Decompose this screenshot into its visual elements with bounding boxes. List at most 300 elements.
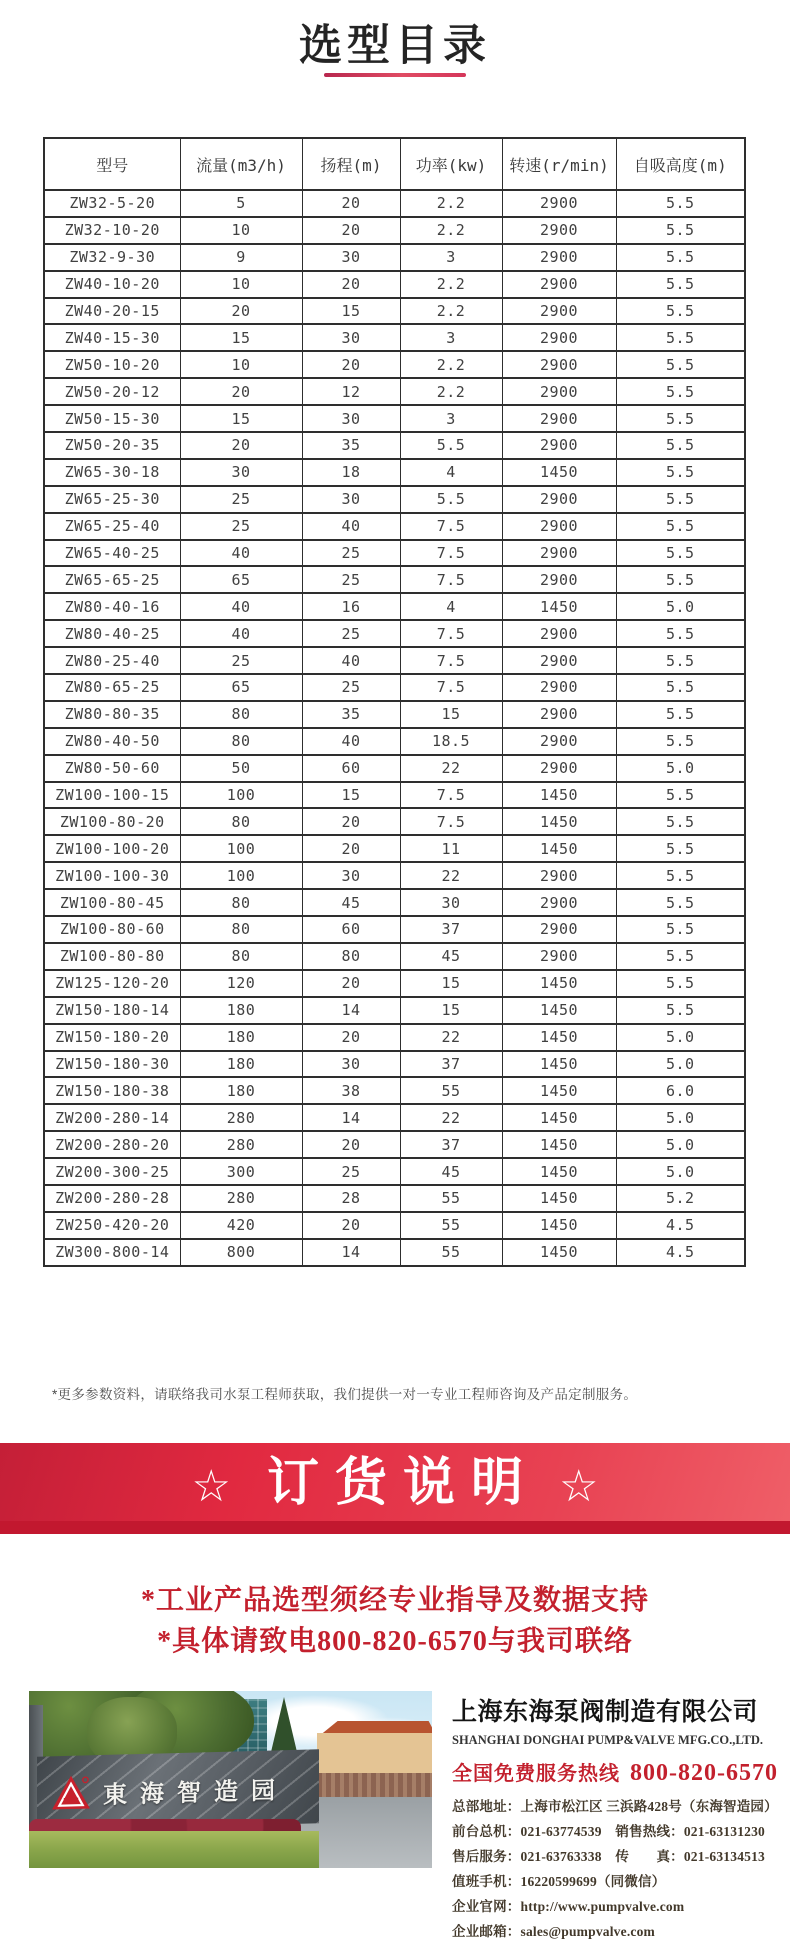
lawn-shape xyxy=(29,1831,319,1868)
table-cell: 20 xyxy=(302,1131,400,1158)
company-info xyxy=(452,1692,778,1944)
table-cell: 25 xyxy=(302,540,400,567)
table-cell: 280 xyxy=(180,1131,302,1158)
table-cell: 30 xyxy=(302,244,400,271)
sign-text: 東海智造园 xyxy=(103,1776,288,1809)
table-cell: 280 xyxy=(180,1185,302,1212)
table-cell: 2900 xyxy=(502,405,616,432)
table-cell: 50 xyxy=(180,755,302,782)
table-cell: 35 xyxy=(302,701,400,728)
table-cell: 2900 xyxy=(502,217,616,244)
table-cell: 2900 xyxy=(502,728,616,755)
table-row xyxy=(44,997,745,1024)
table-cell: 5.5 xyxy=(616,808,745,835)
column-header: 转速(r/min) xyxy=(502,138,616,190)
company-name: 上海东海泵阀制造有限公司 xyxy=(452,1698,759,1726)
table-cell: 2900 xyxy=(502,351,616,378)
table-cell: 2900 xyxy=(502,755,616,782)
table-cell: 15 xyxy=(400,997,502,1024)
spec-table-header-row xyxy=(44,138,745,190)
table-cell: 10 xyxy=(180,217,302,244)
table-cell: ZW100-100-15 xyxy=(44,782,180,809)
table-row xyxy=(44,593,745,620)
table-cell: 2900 xyxy=(502,190,616,217)
table-cell: 55 xyxy=(400,1239,502,1266)
table-cell: 20 xyxy=(302,217,400,244)
table-cell: 2900 xyxy=(502,943,616,970)
table-cell: 55 xyxy=(400,1212,502,1239)
table-cell: 55 xyxy=(400,1185,502,1212)
table-row xyxy=(44,1077,745,1104)
table-cell: 15 xyxy=(400,701,502,728)
table-cell: 1450 xyxy=(502,1158,616,1185)
company-details xyxy=(452,1794,778,1944)
page-title: 选型目录 xyxy=(299,22,491,70)
table-cell: 1450 xyxy=(502,1239,616,1266)
table-cell: 100 xyxy=(180,835,302,862)
factory-building-shape xyxy=(317,1733,432,1773)
table-cell: 80 xyxy=(180,916,302,943)
table-cell: 5.5 xyxy=(616,271,745,298)
table-cell: ZW100-100-20 xyxy=(44,835,180,862)
table-cell: ZW40-20-15 xyxy=(44,298,180,325)
table-cell: ZW200-280-14 xyxy=(44,1104,180,1131)
table-cell: 22 xyxy=(400,1024,502,1051)
table-row xyxy=(44,755,745,782)
table-cell: 30 xyxy=(302,1051,400,1078)
table-cell: ZW200-300-25 xyxy=(44,1158,180,1185)
table-cell: 37 xyxy=(400,1051,502,1078)
table-cell: 30 xyxy=(302,405,400,432)
table-cell: 5.5 xyxy=(400,486,502,513)
table-cell: 30 xyxy=(180,459,302,486)
table-cell: 1450 xyxy=(502,459,616,486)
table-cell: ZW32-9-30 xyxy=(44,244,180,271)
table-cell: 20 xyxy=(180,298,302,325)
order-banner-title: 订货说明 xyxy=(266,1453,539,1512)
table-cell: 80 xyxy=(180,728,302,755)
table-cell: 20 xyxy=(302,970,400,997)
table-cell: 1450 xyxy=(502,997,616,1024)
table-cell: ZW80-25-40 xyxy=(44,647,180,674)
table-cell: 5.5 xyxy=(400,432,502,459)
table-row xyxy=(44,1104,745,1131)
company-detail-line: 企业邮箱：sales@pumpvalve.com xyxy=(452,1924,655,1939)
table-cell: 5.5 xyxy=(616,378,745,405)
table-cell: 2900 xyxy=(502,244,616,271)
table-cell: 5.5 xyxy=(616,782,745,809)
table-cell: 1450 xyxy=(502,1024,616,1051)
table-cell: 80 xyxy=(180,943,302,970)
table-cell: 5.5 xyxy=(616,405,745,432)
table-cell: 2900 xyxy=(502,432,616,459)
table-cell: ZW200-280-20 xyxy=(44,1131,180,1158)
table-cell: 38 xyxy=(302,1077,400,1104)
table-cell: 5 xyxy=(180,190,302,217)
table-cell: 800 xyxy=(180,1239,302,1266)
table-cell: 2900 xyxy=(502,540,616,567)
table-cell: 45 xyxy=(400,1158,502,1185)
table-cell: ZW32-10-20 xyxy=(44,217,180,244)
table-cell: ZW80-50-60 xyxy=(44,755,180,782)
table-cell: 1450 xyxy=(502,1051,616,1078)
table-cell: 5.5 xyxy=(616,620,745,647)
order-note-1: *工业产品选型须经专业指导及数据支持 xyxy=(140,1585,649,1616)
table-cell: 5.5 xyxy=(616,943,745,970)
table-cell: 15 xyxy=(180,405,302,432)
table-cell: 20 xyxy=(180,432,302,459)
table-cell: 3 xyxy=(400,405,502,432)
table-row xyxy=(44,1212,745,1239)
table-row xyxy=(44,1185,745,1212)
table-cell: 5.5 xyxy=(616,540,745,567)
table-cell: 5.5 xyxy=(616,513,745,540)
table-cell: ZW300-800-14 xyxy=(44,1239,180,1266)
star-icon: ☆ xyxy=(559,1461,599,1511)
table-cell: ZW50-20-35 xyxy=(44,432,180,459)
table-cell: 4.5 xyxy=(616,1212,745,1239)
table-cell: 9 xyxy=(180,244,302,271)
table-row xyxy=(44,701,745,728)
table-cell: ZW125-120-20 xyxy=(44,970,180,997)
table-cell: 2900 xyxy=(502,486,616,513)
table-cell: 20 xyxy=(302,351,400,378)
donghai-logo-icon xyxy=(51,1774,91,1811)
table-cell: 60 xyxy=(302,755,400,782)
table-cell: 180 xyxy=(180,1051,302,1078)
table-cell: 14 xyxy=(302,997,400,1024)
table-cell: 1450 xyxy=(502,835,616,862)
table-cell: 420 xyxy=(180,1212,302,1239)
table-cell: 2900 xyxy=(502,271,616,298)
table-cell: ZW200-280-28 xyxy=(44,1185,180,1212)
table-cell: 2900 xyxy=(502,298,616,325)
table-row xyxy=(44,486,745,513)
table-cell: 2900 xyxy=(502,324,616,351)
table-cell: 10 xyxy=(180,351,302,378)
table-cell: 16 xyxy=(302,593,400,620)
table-cell: 18.5 xyxy=(400,728,502,755)
table-cell: 40 xyxy=(302,513,400,540)
table-cell: 5.5 xyxy=(616,997,745,1024)
table-cell: 30 xyxy=(302,324,400,351)
table-cell: 2900 xyxy=(502,378,616,405)
company-detail-line: 值班手机：16220599699（同微信） xyxy=(452,1874,666,1889)
table-cell: 1450 xyxy=(502,593,616,620)
table-cell: 30 xyxy=(302,486,400,513)
table-row xyxy=(44,540,745,567)
table-cell: 30 xyxy=(400,889,502,916)
table-row xyxy=(44,1024,745,1051)
table-row xyxy=(44,324,745,351)
title-underline xyxy=(324,73,466,77)
company-detail-line: 前台总机：021-63774539 销售热线：021-63131230 xyxy=(452,1824,765,1839)
table-cell: 5.5 xyxy=(616,432,745,459)
column-header: 扬程(m) xyxy=(302,138,400,190)
table-cell: 45 xyxy=(400,943,502,970)
table-cell: 5.0 xyxy=(616,1024,745,1051)
table-cell: ZW40-10-20 xyxy=(44,271,180,298)
table-row xyxy=(44,459,745,486)
table-cell: 40 xyxy=(302,647,400,674)
table-cell: 1450 xyxy=(502,1077,616,1104)
table-row xyxy=(44,782,745,809)
column-header: 型号 xyxy=(44,138,180,190)
table-row xyxy=(44,1131,745,1158)
table-cell: 5.5 xyxy=(616,889,745,916)
table-cell: 5.5 xyxy=(616,674,745,701)
table-row xyxy=(44,808,745,835)
table-cell: 37 xyxy=(400,1131,502,1158)
hotline xyxy=(452,1757,778,1787)
table-cell: 80 xyxy=(180,808,302,835)
table-cell: ZW250-420-20 xyxy=(44,1212,180,1239)
table-cell: 30 xyxy=(302,862,400,889)
table-cell: 5.5 xyxy=(616,244,745,271)
table-cell: 1450 xyxy=(502,808,616,835)
table-cell: 5.5 xyxy=(616,916,745,943)
table-cell: 35 xyxy=(302,432,400,459)
table-cell: 2900 xyxy=(502,620,616,647)
table-cell: ZW50-15-30 xyxy=(44,405,180,432)
table-cell: 40 xyxy=(180,620,302,647)
table-cell: 5.5 xyxy=(616,835,745,862)
table-cell: 2900 xyxy=(502,674,616,701)
table-row xyxy=(44,728,745,755)
table-cell: 22 xyxy=(400,755,502,782)
hotline-number: 800-820-6570 xyxy=(630,1760,778,1786)
table-cell: 300 xyxy=(180,1158,302,1185)
table-cell: ZW100-80-80 xyxy=(44,943,180,970)
table-cell: 100 xyxy=(180,862,302,889)
table-cell: 80 xyxy=(302,943,400,970)
table-cell: 22 xyxy=(400,862,502,889)
table-cell: 5.0 xyxy=(616,1104,745,1131)
table-cell: 40 xyxy=(180,593,302,620)
table-cell: ZW50-10-20 xyxy=(44,351,180,378)
table-cell: ZW50-20-12 xyxy=(44,378,180,405)
table-cell: 5.0 xyxy=(616,755,745,782)
table-cell: 18 xyxy=(302,459,400,486)
table-row xyxy=(44,298,745,325)
table-cell: ZW150-180-14 xyxy=(44,997,180,1024)
table-cell: 1450 xyxy=(502,970,616,997)
table-cell: ZW100-80-20 xyxy=(44,808,180,835)
table-cell: 20 xyxy=(302,271,400,298)
table-cell: 2.2 xyxy=(400,217,502,244)
table-cell: 7.5 xyxy=(400,808,502,835)
table-row xyxy=(44,943,745,970)
table-cell: 5.5 xyxy=(616,298,745,325)
table-cell: ZW80-80-35 xyxy=(44,701,180,728)
table-cell: 40 xyxy=(302,728,400,755)
table-cell: ZW150-180-20 xyxy=(44,1024,180,1051)
table-cell: 5.5 xyxy=(616,324,745,351)
spec-table-body xyxy=(44,190,745,1266)
company-detail-line: 总部地址：上海市松江区 三浜路428号（东海智造园） xyxy=(452,1799,778,1814)
table-cell: 20 xyxy=(302,1212,400,1239)
table-cell: 37 xyxy=(400,916,502,943)
table-cell: 1450 xyxy=(502,1212,616,1239)
table-cell: 14 xyxy=(302,1104,400,1131)
table-row xyxy=(44,1051,745,1078)
table-cell: ZW80-40-50 xyxy=(44,728,180,755)
factory-photo xyxy=(29,1691,432,1868)
table-cell: 2900 xyxy=(502,566,616,593)
table-cell: 11 xyxy=(400,835,502,862)
spec-table-container xyxy=(43,137,746,1267)
table-cell: 22 xyxy=(400,1104,502,1131)
star-icon: ☆ xyxy=(191,1461,231,1511)
table-cell: 120 xyxy=(180,970,302,997)
table-cell: 28 xyxy=(302,1185,400,1212)
table-cell: 5.2 xyxy=(616,1185,745,1212)
table-cell: 5.0 xyxy=(616,1158,745,1185)
table-cell: ZW80-40-16 xyxy=(44,593,180,620)
table-cell: 65 xyxy=(180,674,302,701)
table-cell: ZW100-80-60 xyxy=(44,916,180,943)
table-row xyxy=(44,1158,745,1185)
table-cell: 2900 xyxy=(502,701,616,728)
table-cell: ZW65-25-30 xyxy=(44,486,180,513)
table-cell: 5.5 xyxy=(616,970,745,997)
table-cell: 20 xyxy=(302,1024,400,1051)
table-cell: ZW80-40-25 xyxy=(44,620,180,647)
table-cell: 180 xyxy=(180,997,302,1024)
column-header: 自吸高度(m) xyxy=(616,138,745,190)
column-header: 流量(m3/h) xyxy=(180,138,302,190)
table-cell: 5.5 xyxy=(616,647,745,674)
table-cell: 5.5 xyxy=(616,862,745,889)
table-cell: 1450 xyxy=(502,1185,616,1212)
table-cell: ZW65-65-25 xyxy=(44,566,180,593)
table-row xyxy=(44,889,745,916)
table-cell: 15 xyxy=(302,298,400,325)
table-cell: 14 xyxy=(302,1239,400,1266)
table-cell: 25 xyxy=(302,566,400,593)
table-cell: ZW100-80-45 xyxy=(44,889,180,916)
table-row xyxy=(44,244,745,271)
table-cell: 7.5 xyxy=(400,647,502,674)
table-row xyxy=(44,835,745,862)
table-cell: 6.0 xyxy=(616,1077,745,1104)
table-cell: 7.5 xyxy=(400,620,502,647)
table-cell: 5.5 xyxy=(616,190,745,217)
table-cell: 1450 xyxy=(502,1104,616,1131)
table-cell: 2900 xyxy=(502,513,616,540)
table-cell: 25 xyxy=(302,674,400,701)
table-cell: 1450 xyxy=(502,782,616,809)
table-cell: 55 xyxy=(400,1077,502,1104)
table-row xyxy=(44,271,745,298)
table-cell: 60 xyxy=(302,916,400,943)
table-row xyxy=(44,916,745,943)
table-cell: 40 xyxy=(180,540,302,567)
company-detail-line: 售后服务：021-63763338 传 真：021-63134513 xyxy=(452,1849,765,1864)
table-cell: ZW40-15-30 xyxy=(44,324,180,351)
table-cell: 5.5 xyxy=(616,486,745,513)
table-cell: 7.5 xyxy=(400,674,502,701)
table-cell: 25 xyxy=(180,513,302,540)
table-cell: 5.0 xyxy=(616,593,745,620)
column-header: 功率(kw) xyxy=(400,138,502,190)
table-cell: 5.5 xyxy=(616,566,745,593)
table-row xyxy=(44,970,745,997)
order-note-2: *具体请致电800-820-6570与我司联络 xyxy=(157,1626,633,1657)
table-cell: 25 xyxy=(302,1158,400,1185)
table-cell: 4 xyxy=(400,593,502,620)
table-row xyxy=(44,351,745,378)
table-cell: ZW32-5-20 xyxy=(44,190,180,217)
table-cell: 10 xyxy=(180,271,302,298)
hotline-label: 全国免费服务热线 xyxy=(452,1763,620,1785)
table-cell: 2.2 xyxy=(400,298,502,325)
company-name-en: SHANGHAI DONGHAI PUMP&VALVE MFG.CO.,LTD. xyxy=(452,1733,764,1747)
table-row xyxy=(44,217,745,244)
table-cell: 7.5 xyxy=(400,782,502,809)
table-row xyxy=(44,378,745,405)
table-row xyxy=(44,620,745,647)
table-cell: 5.5 xyxy=(616,459,745,486)
table-cell: 3 xyxy=(400,324,502,351)
table-row xyxy=(44,405,745,432)
table-cell: 2.2 xyxy=(400,378,502,405)
table-cell: ZW65-25-40 xyxy=(44,513,180,540)
table-cell: 7.5 xyxy=(400,566,502,593)
table-cell: ZW65-40-25 xyxy=(44,540,180,567)
table-row xyxy=(44,432,745,459)
table-cell: ZW150-180-38 xyxy=(44,1077,180,1104)
table-row xyxy=(44,190,745,217)
table-cell: 100 xyxy=(180,782,302,809)
table-cell: 65 xyxy=(180,566,302,593)
table-cell: 2.2 xyxy=(400,351,502,378)
table-cell: 7.5 xyxy=(400,513,502,540)
table-cell: 180 xyxy=(180,1077,302,1104)
spec-table xyxy=(43,137,746,1267)
table-cell: 5.5 xyxy=(616,701,745,728)
table-cell: 15 xyxy=(400,970,502,997)
table-cell: 20 xyxy=(302,808,400,835)
company-detail-line: 企业官网：http://www.pumpvalve.com xyxy=(452,1899,685,1914)
banner-bottom-stripe xyxy=(0,1521,790,1534)
table-cell: 3 xyxy=(400,244,502,271)
table-row xyxy=(44,566,745,593)
table-cell: 5.5 xyxy=(616,217,745,244)
footnote: *更多参数资料，请联络我司水泵工程师获取，我们提供一对一专业工程师咨询及产品定制服务。 xyxy=(52,1387,638,1402)
table-row xyxy=(44,862,745,889)
table-cell: 20 xyxy=(302,190,400,217)
table-cell: 15 xyxy=(302,782,400,809)
table-cell: 2900 xyxy=(502,862,616,889)
table-cell: 280 xyxy=(180,1104,302,1131)
table-cell: 80 xyxy=(180,889,302,916)
table-cell: 1450 xyxy=(502,1131,616,1158)
table-cell: 45 xyxy=(302,889,400,916)
table-cell: 5.5 xyxy=(616,728,745,755)
table-cell: 2900 xyxy=(502,916,616,943)
table-cell: 180 xyxy=(180,1024,302,1051)
table-cell: 25 xyxy=(180,486,302,513)
table-cell: 80 xyxy=(180,701,302,728)
table-cell: 25 xyxy=(180,647,302,674)
table-row xyxy=(44,1239,745,1266)
table-cell: 12 xyxy=(302,378,400,405)
table-cell: 2.2 xyxy=(400,190,502,217)
table-cell: ZW100-100-30 xyxy=(44,862,180,889)
table-cell: 5.5 xyxy=(616,351,745,378)
table-cell: 2900 xyxy=(502,889,616,916)
